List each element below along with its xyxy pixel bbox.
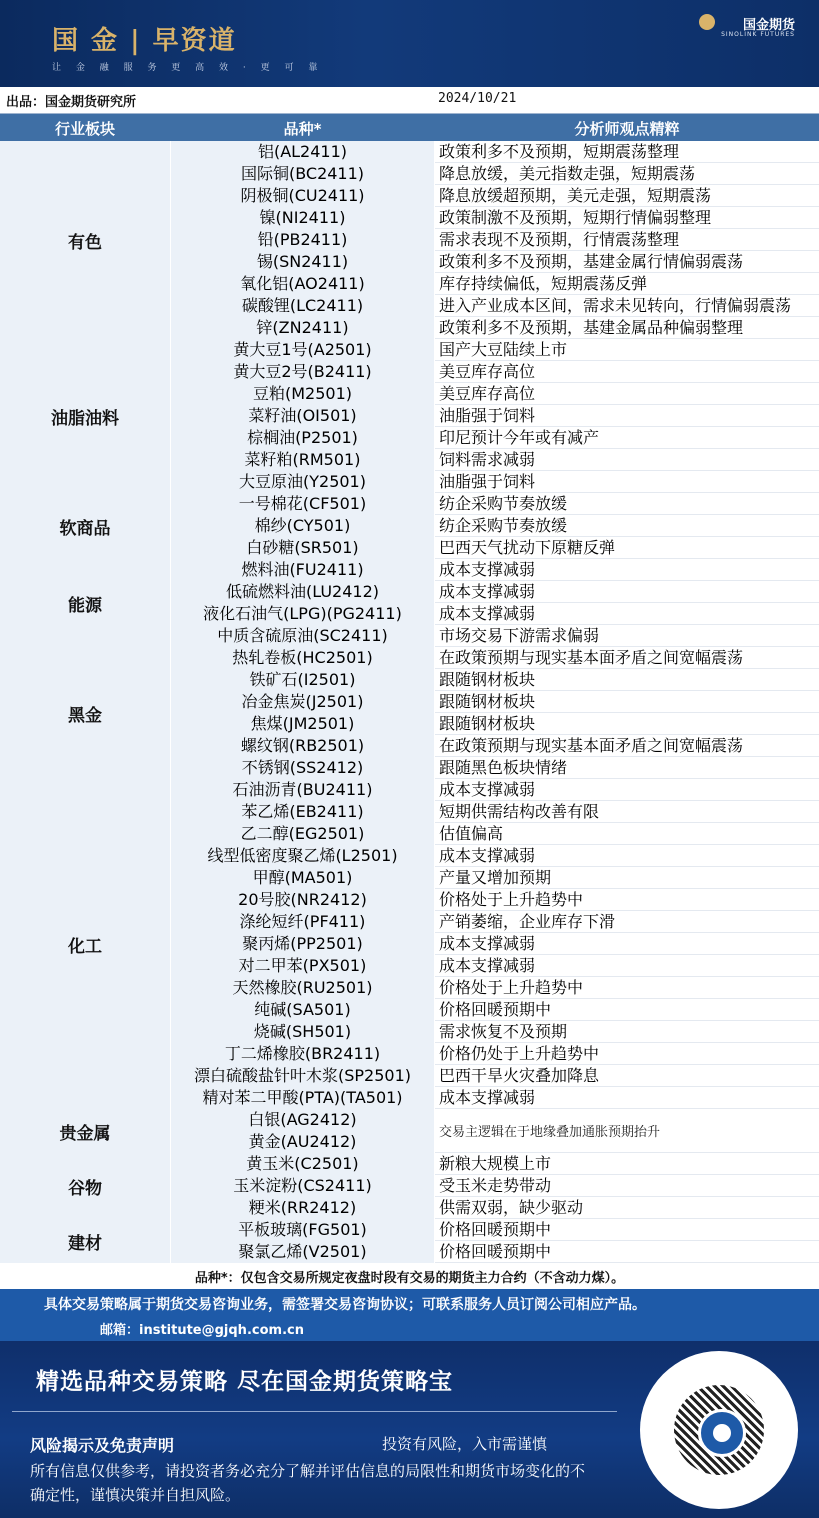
product-cell: 菜籽油(OI501) [171, 405, 434, 428]
product-cell: 涤纶短纤(PF411) [171, 911, 434, 934]
product-cell: 聚氯乙烯(V2501) [171, 1241, 434, 1264]
view-cell: 成本支撑减弱 [435, 845, 819, 867]
view-cell: 美豆库存高位 [435, 383, 819, 405]
product-cell: 镍(NI2411) [171, 207, 434, 230]
sector-cell: 软商品 [0, 493, 170, 561]
product-cell: 棕榈油(P2501) [171, 427, 434, 450]
product-cell: 白银(AG2412) [171, 1109, 434, 1132]
product-cell: 玉米淀粉(CS2411) [171, 1175, 434, 1198]
product-cell: 粳米(RR2412) [171, 1197, 434, 1220]
view-cell: 成本支撑减弱 [435, 603, 819, 625]
view-cell: 市场交易下游需求偏弱 [435, 625, 819, 647]
view-cell: 价格回暖预期中 [435, 1219, 819, 1241]
sector-cell: 谷物 [0, 1153, 170, 1221]
logo-tagline: 让 金 融 服 务 更 高 效 · 更 可 靠 [52, 63, 324, 73]
product-cell: 豆粕(M2501) [171, 383, 434, 406]
product-cell: 螺纹钢(RB2501) [171, 735, 434, 758]
product-cell: 平板玻璃(FG501) [171, 1219, 434, 1242]
view-cell: 供需双弱，缺少驱动 [435, 1197, 819, 1219]
bottom-banner [0, 1341, 819, 1518]
sector-cell: 化工 [0, 779, 170, 1111]
view-cell: 美豆库存高位 [435, 361, 819, 383]
product-cell: 菜籽粕(RM501) [171, 449, 434, 472]
view-cell: 价格回暖预期中 [435, 1241, 819, 1263]
table-header [0, 114, 819, 141]
risk-caution: 投资有风险，入市需谨慎 [382, 1435, 548, 1453]
notice-text: 具体交易策略属于期货交易咨询业务，需签署交易咨询协议；可联系服务人员订阅公司相应产品。 [44, 1297, 646, 1313]
product-cell: 黄大豆1号(A2501) [171, 339, 434, 362]
view-cell: 需求表现不及预期，行情震荡整理 [435, 229, 819, 251]
view-cell: 成本支撑减弱 [435, 559, 819, 581]
view-cell: 政策利多不及预期，基建金属行情偏弱震荡 [435, 251, 819, 273]
strategy-table [0, 141, 819, 1263]
product-cell: 铁矿石(I2501) [171, 669, 434, 692]
view-cell: 降息放缓超预期，美元走强，短期震荡 [435, 185, 819, 207]
product-cell: 石油沥青(BU2411) [171, 779, 434, 802]
product-cell: 漂白硫酸盐针叶木浆(SP2501) [171, 1065, 434, 1088]
view-cell-merged: 交易主逻辑在于地缘叠加通胀预期抬升 [435, 1109, 819, 1153]
product-cell: 黄大豆2号(B2411) [171, 361, 434, 384]
sector-cell: 油脂油料 [0, 339, 170, 495]
product-cell: 20号胶(NR2412) [171, 889, 434, 912]
view-cell: 价格仍处于上升趋势中 [435, 1043, 819, 1065]
view-cell: 成本支撑减弱 [435, 1087, 819, 1109]
header-banner [0, 0, 819, 87]
brand-name: 国金期货 [742, 18, 795, 33]
product-cell: 大豆原油(Y2501) [171, 471, 434, 494]
product-cell: 铝(AL2411) [171, 141, 434, 164]
source-label: 出品：国金期货研究所 [6, 95, 137, 110]
product-cell: 天然橡胶(RU2501) [171, 977, 434, 1000]
product-cell: 丁二烯橡胶(BR2411) [171, 1043, 434, 1066]
view-cell: 油脂强于饲料 [435, 471, 819, 493]
risk-title: 风险揭示及免责声明 [30, 1436, 175, 1455]
sector-cell: 黑金 [0, 647, 170, 781]
view-cell: 在政策预期与现实基本面矛盾之间宽幅震荡 [435, 647, 819, 669]
view-cell: 油脂强于饲料 [435, 405, 819, 427]
product-cell: 热轧卷板(HC2501) [171, 647, 434, 670]
view-cell: 受玉米走势带动 [435, 1175, 819, 1197]
report-date: 2024/10/21 [438, 91, 517, 106]
logo-title: 国 金 | 早资道 [52, 26, 237, 56]
view-cell: 价格处于上升趋势中 [435, 889, 819, 911]
view-cell: 跟随黑色板块情绪 [435, 757, 819, 779]
view-cell: 需求恢复不及预期 [435, 1021, 819, 1043]
product-cell: 锌(ZN2411) [171, 317, 434, 340]
product-cell: 乙二醇(EG2501) [171, 823, 434, 846]
qr-code[interactable] [640, 1351, 798, 1509]
view-cell: 跟随钢材板块 [435, 691, 819, 713]
view-cell: 新粮大规模上市 [435, 1153, 819, 1175]
view-cell: 纺企采购节奏放缓 [435, 493, 819, 515]
sector-cell: 能源 [0, 559, 170, 649]
sector-cell: 有色 [0, 141, 170, 341]
view-cell: 成本支撑减弱 [435, 581, 819, 603]
product-cell: 棉纱(CY501) [171, 515, 434, 538]
info-bar [0, 87, 819, 114]
product-cell: 中质含硫原油(SC2411) [171, 625, 434, 648]
product-cell: 白砂糖(SR501) [171, 537, 434, 560]
col-sector: 行业板块 [54, 120, 115, 138]
view-cell: 跟随钢材板块 [435, 669, 819, 691]
product-cell: 阴极铜(CU2411) [171, 185, 434, 208]
product-cell: 国际铜(BC2411) [171, 163, 434, 186]
view-cell: 巴西干旱火灾叠加降息 [435, 1065, 819, 1087]
product-cell: 黄金(AU2412) [171, 1131, 434, 1154]
footnote: 品种*：仅包含交易所规定夜盘时段有交易的期货主力合约（不含动力煤）。 [0, 1267, 819, 1289]
product-cell: 聚丙烯(PP2501) [171, 933, 434, 956]
email-link[interactable]: 邮箱：institute@gjqh.com.cn [100, 1323, 304, 1338]
view-cell: 进入产业成本区间，需求未见转向，行情偏弱震荡 [435, 295, 819, 317]
view-cell: 成本支撑减弱 [435, 779, 819, 801]
slogan: 精选品种交易策略 尽在国金期货策略宝 [36, 1368, 454, 1395]
view-cell: 在政策预期与现实基本面矛盾之间宽幅震荡 [435, 735, 819, 757]
product-cell: 苯乙烯(EB2411) [171, 801, 434, 824]
col-view: 分析师观点精粹 [574, 120, 680, 138]
product-cell: 纯碱(SA501) [171, 999, 434, 1022]
view-cell: 价格回暖预期中 [435, 999, 819, 1021]
product-cell: 烧碱(SH501) [171, 1021, 434, 1044]
product-cell: 铅(PB2411) [171, 229, 434, 252]
product-cell: 冶金焦炭(J2501) [171, 691, 434, 714]
view-cell: 纺企采购节奏放缓 [435, 515, 819, 537]
view-cell: 巴西天气扰动下原糖反弹 [435, 537, 819, 559]
view-cell: 国产大豆陆续上市 [435, 339, 819, 361]
risk-body: 所有信息仅供参考，请投资者务必充分了解并评估信息的局限性和期货市场变化的不确定性，谨慎决策并自担风险。 [30, 1462, 586, 1504]
product-cell: 对二甲苯(PX501) [171, 955, 434, 978]
view-cell: 短期供需结构改善有限 [435, 801, 819, 823]
divider [12, 1411, 617, 1412]
product-cell: 液化石油气(LPG)(PG2411) [171, 603, 434, 626]
product-cell: 不锈钢(SS2412) [171, 757, 434, 780]
product-cell: 低硫燃料油(LU2412) [171, 581, 434, 604]
view-cell: 成本支撑减弱 [435, 955, 819, 977]
product-cell: 精对苯二甲酸(PTA)(TA501) [171, 1087, 434, 1110]
product-cell: 氧化铝(AO2411) [171, 273, 434, 296]
product-cell: 线型低密度聚乙烯(L2501) [171, 845, 434, 868]
view-cell: 降息放缓，美元指数走强，短期震荡 [435, 163, 819, 185]
view-cell: 印尼预计今年或有减产 [435, 427, 819, 449]
view-cell: 政策制激不及预期，短期行情偏弱整理 [435, 207, 819, 229]
view-cell: 产销萎缩，企业库存下滑 [435, 911, 819, 933]
product-cell: 甲醇(MA501) [171, 867, 434, 890]
view-cell: 价格处于上升趋势中 [435, 977, 819, 999]
product-cell: 一号棉花(CF501) [171, 493, 434, 516]
view-cell: 饲料需求减弱 [435, 449, 819, 471]
brand-name-en: SINOLINK FUTURES [721, 31, 795, 38]
product-cell: 碳酸锂(LC2411) [171, 295, 434, 318]
qr-logo-icon [698, 1409, 746, 1457]
product-cell: 锡(SN2411) [171, 251, 434, 274]
brand-logo-icon [699, 14, 715, 30]
product-cell: 黄玉米(C2501) [171, 1153, 434, 1176]
view-cell: 政策利多不及预期，基建金属品种偏弱整理 [435, 317, 819, 339]
product-cell: 焦煤(JM2501) [171, 713, 434, 736]
col-product: 品种* [283, 120, 322, 138]
view-cell: 库存持续偏低，短期震荡反弹 [435, 273, 819, 295]
view-cell: 估值偏高 [435, 823, 819, 845]
view-cell: 政策利多不及预期，短期震荡整理 [435, 141, 819, 163]
notice-bar [0, 1289, 819, 1341]
product-cell: 燃料油(FU2411) [171, 559, 434, 582]
view-cell: 成本支撑减弱 [435, 933, 819, 955]
view-cell: 产量又增加预期 [435, 867, 819, 889]
sector-cell: 建材 [0, 1219, 170, 1265]
view-cell: 跟随钢材板块 [435, 713, 819, 735]
sector-cell: 贵金属 [0, 1109, 170, 1155]
